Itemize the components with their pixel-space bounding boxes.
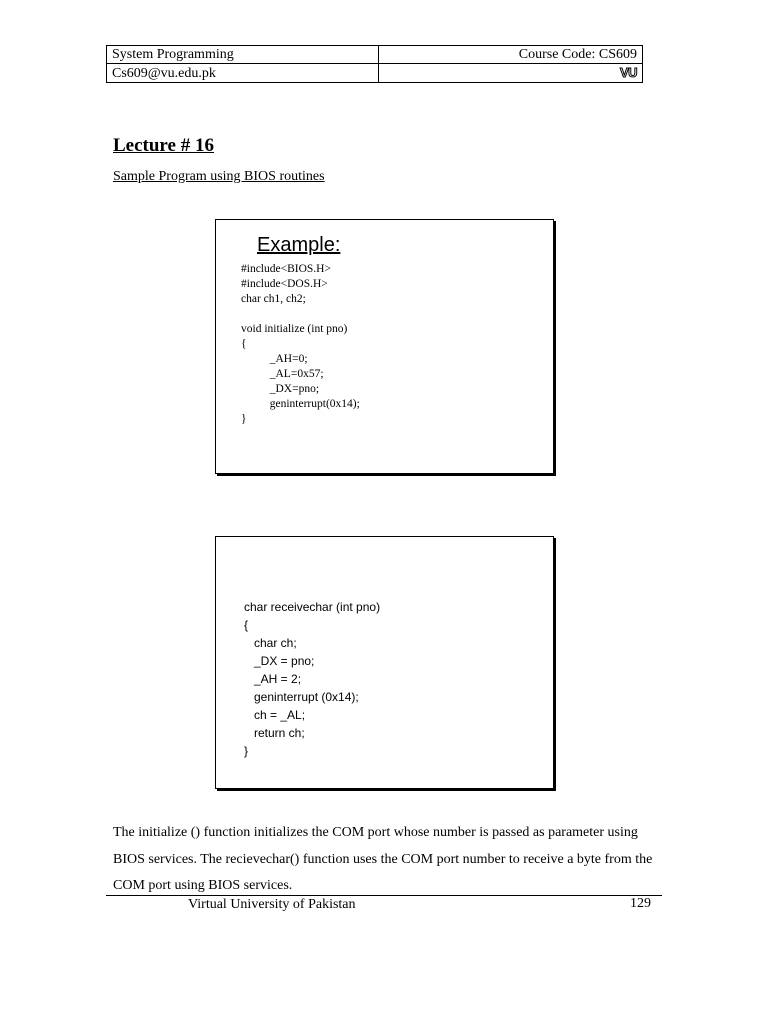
code-listing-2 (244, 598, 380, 760)
course-name: System Programming (107, 46, 379, 64)
example-slide-1 (215, 219, 554, 474)
code-listing-1 (241, 262, 360, 427)
code-line: ch = _AL; (244, 708, 306, 722)
section-subtitle: Sample Program using BIOS routines (113, 169, 325, 184)
code-line: char ch1, ch2; (241, 293, 306, 305)
page-header (106, 45, 643, 83)
code-line: char receivechar (int pno) (244, 600, 381, 614)
code-line: geninterrupt(0x14); (241, 398, 360, 410)
slide-heading: Example: (257, 234, 341, 256)
code-line: } (244, 744, 249, 758)
code-line: #include<DOS.H> (241, 278, 328, 290)
code-line: char ch; (244, 636, 297, 650)
footer-institution: Virtual University of Pakistan (188, 897, 356, 912)
code-line: geninterrupt (0x14); (244, 690, 359, 704)
code-line (241, 307, 360, 322)
vu-logo-cell (378, 64, 642, 83)
code-line: _AH = 2; (244, 672, 302, 686)
body-paragraph: The initialize () function initializes the COM port whose number is passed as parameter using BIOS services. The recievechar() function uses the COM port number to receive a byte from the COM port using BIOS services. (113, 825, 653, 893)
course-code: Course Code: CS609 (378, 46, 642, 64)
code-line: } (241, 413, 247, 425)
code-line: return ch; (244, 726, 305, 740)
code-line: _DX = pno; (244, 654, 315, 668)
code-line: void initialize (int pno) (241, 323, 348, 335)
example-slide-2 (215, 536, 554, 789)
course-email: Cs609@vu.edu.pk (107, 64, 379, 83)
vu-logo: VU (619, 65, 637, 80)
code-line: { (241, 338, 247, 350)
code-line: _AL=0x57; (241, 368, 324, 380)
code-line: #include<BIOS.H> (241, 263, 331, 275)
code-line: _DX=pno; (241, 383, 320, 395)
lecture-title: Lecture # 16 (113, 135, 214, 156)
footer-divider (106, 895, 662, 896)
page-number: 129 (630, 896, 651, 911)
code-line: { (244, 618, 249, 632)
code-line: _AH=0; (241, 353, 308, 365)
